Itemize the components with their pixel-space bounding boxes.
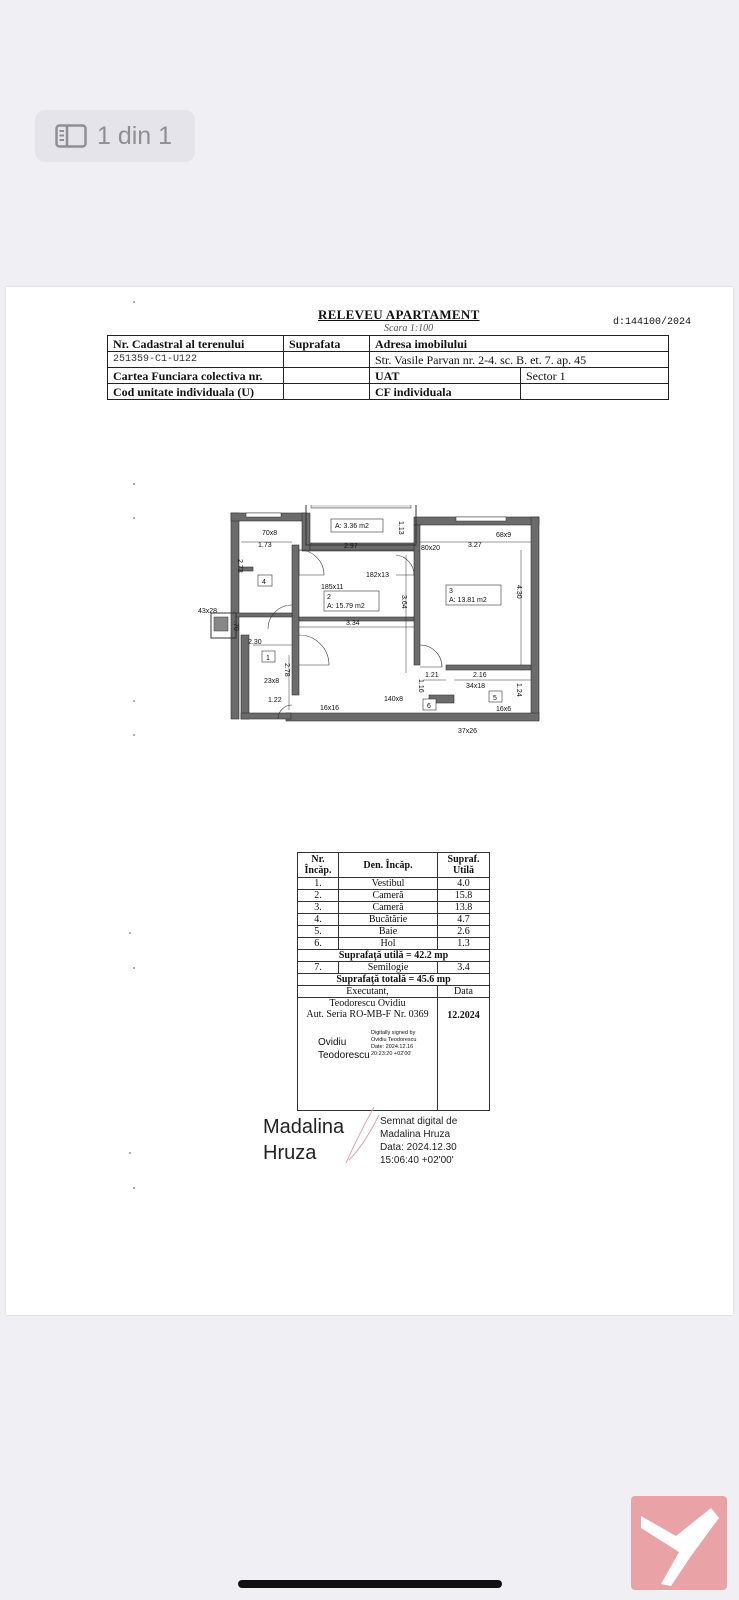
svg-text:1.13: 1.13 [397,521,404,535]
room-1-label [262,651,275,662]
svg-text:2.78: 2.78 [283,663,290,677]
scan-dot [129,932,131,934]
svg-text:37x26: 37x26 [458,728,478,735]
svg-text:70x8: 70x8 [262,530,278,537]
page-indicator[interactable] [35,110,195,162]
room-6-label [423,699,436,710]
svg-text:1.22: 1.22 [268,697,282,704]
table-row: 3. Cameră 13.8 [298,902,490,914]
svg-text:5: 5 [493,695,497,702]
scan-dot [133,517,135,519]
svg-text:140x8: 140x8 [384,696,404,703]
scan-dot [133,1187,135,1189]
svg-text:2.97: 2.97 [344,543,358,550]
executant-auth: Aut. Seria RO-MB-F Nr. 0369 [306,1009,429,1020]
scan-dot [133,967,135,969]
document-scale: Scara 1:100 [384,323,434,334]
svg-text:1.21: 1.21 [425,672,439,679]
hdr-cell: Cod unitate individuala (U) [108,384,284,400]
home-indicator[interactable] [238,1580,502,1588]
executant-label: Executant, [298,986,438,998]
hdr-cell [284,384,370,400]
svg-text:182x13: 182x13 [366,572,389,579]
sidebar-icon [55,124,87,148]
balcony-label [331,519,383,532]
svg-text:2.16: 2.16 [473,672,487,679]
hdr-cell: UAT [370,368,521,384]
hdr-cell: Suprafata [284,336,370,352]
room-4-label [258,575,272,586]
table-row: 7. Semilogie 3.4 [298,962,490,974]
table-row: 1. Vestibul 4.0 [298,878,490,890]
svg-text:43x28: 43x28 [198,608,218,615]
total-area: Suprafaţă totală = 45.6 mp [298,974,490,986]
svg-text:1: 1 [266,655,270,662]
svg-text:16x16: 16x16 [320,705,340,712]
executant-name: Teodorescu Ovidiu [329,998,406,1009]
table-row: 6. Hol 1.3 [298,938,490,950]
table-row: 2. Cameră 15.8 [298,890,490,902]
svg-text:A: 3.36 m2: A: 3.36 m2 [335,523,369,530]
floor-plan [196,505,556,765]
svg-text:1.73: 1.73 [258,542,272,549]
svg-text:16x6: 16x6 [496,706,512,713]
hdr-cell [284,368,370,384]
hdr-cell [521,384,669,400]
svg-text:1.24: 1.24 [515,683,522,697]
svg-text:A: 13.81 m2: A: 13.81 m2 [449,597,487,604]
svg-text:23x8: 23x8 [264,678,280,685]
table-row: 4. Bucătărie 4.7 [298,914,490,926]
svg-text:2.30: 2.30 [248,639,262,646]
data-label: Data [438,986,490,998]
svg-text:6: 6 [427,703,431,710]
hdr-cell [284,352,370,368]
rooms-table [297,852,490,1111]
svg-text:.70: .70 [232,621,239,631]
date-value: 12.2024 [438,998,490,1111]
table-row: 5. Baie 2.6 [298,926,490,938]
scan-dot [133,483,135,485]
svg-text:2: 2 [327,594,331,601]
col-header-name: Den. Încăp. [339,853,438,878]
svg-text:3.34: 3.34 [346,620,360,627]
executant-cell [298,998,438,1111]
address-value: Str. Vasile Parvan nr. 2-4. sc. B. et. 7. ap. 45 [370,352,669,368]
hdr-cell: CF individuala [370,384,521,400]
scan-dot [133,734,135,736]
document-title: RELEVEU APARTAMENT [318,307,480,322]
col-header-area: Supraf. Utilă [438,853,490,878]
svg-text:1.16: 1.16 [417,679,424,693]
bird-logo-icon [631,1496,727,1590]
signature-1-meta: Digitally signed by Ovidiu Teodorescu Date: 2024.12.16 20:23:20 +02'00' [371,1030,417,1057]
col-header-nr: Nr. Încăp. [298,853,339,878]
svg-text:34x18: 34x18 [466,683,486,690]
signature-2-name: Madalina Hruza [263,1116,345,1164]
scan-dot [129,1152,131,1154]
hdr-cell: Adresa imobilului [370,336,669,352]
scan-dot [133,301,135,303]
svg-text:185x11: 185x11 [321,584,344,591]
app-logo [631,1496,727,1590]
document-id: d:144100/2024 [613,317,692,328]
hdr-cell: Sector 1 [521,368,669,384]
svg-text:2.73: 2.73 [236,559,243,573]
signature-scribble [344,1105,384,1165]
room-2-label [324,591,379,611]
svg-text:4: 4 [262,579,266,586]
document-page[interactable] [6,287,733,1315]
svg-text:3.27: 3.27 [468,542,482,549]
room-3-label [446,585,501,605]
svg-text:4.30: 4.30 [515,585,522,599]
hdr-cell: Cartea Funciara colectiva nr. [108,368,284,384]
signature-1-name: Ovidiu Teodorescu [318,1037,370,1061]
svg-text:A: 15.79 m2: A: 15.79 m2 [327,603,365,610]
cadastral-number: 251359-C1-U122 [108,352,284,368]
svg-text:3.64: 3.64 [400,595,407,609]
useful-area-total: Suprafaţă utilă = 42.2 mp [298,950,490,962]
room-5-label [489,691,502,702]
svg-text:68x9: 68x9 [496,532,512,539]
scan-dot [133,700,135,702]
header-table [107,335,669,400]
hdr-cell: Nr. Cadastral al terenului [108,336,284,352]
signature-2-meta: Semnat digital de Madalina Hruza Data: 2024.12.30 15:06:40 +02'00' [380,1116,458,1166]
svg-text:3: 3 [449,588,453,595]
svg-text:80x20: 80x20 [421,545,441,552]
page-count-label: 1 din 1 [97,121,173,150]
